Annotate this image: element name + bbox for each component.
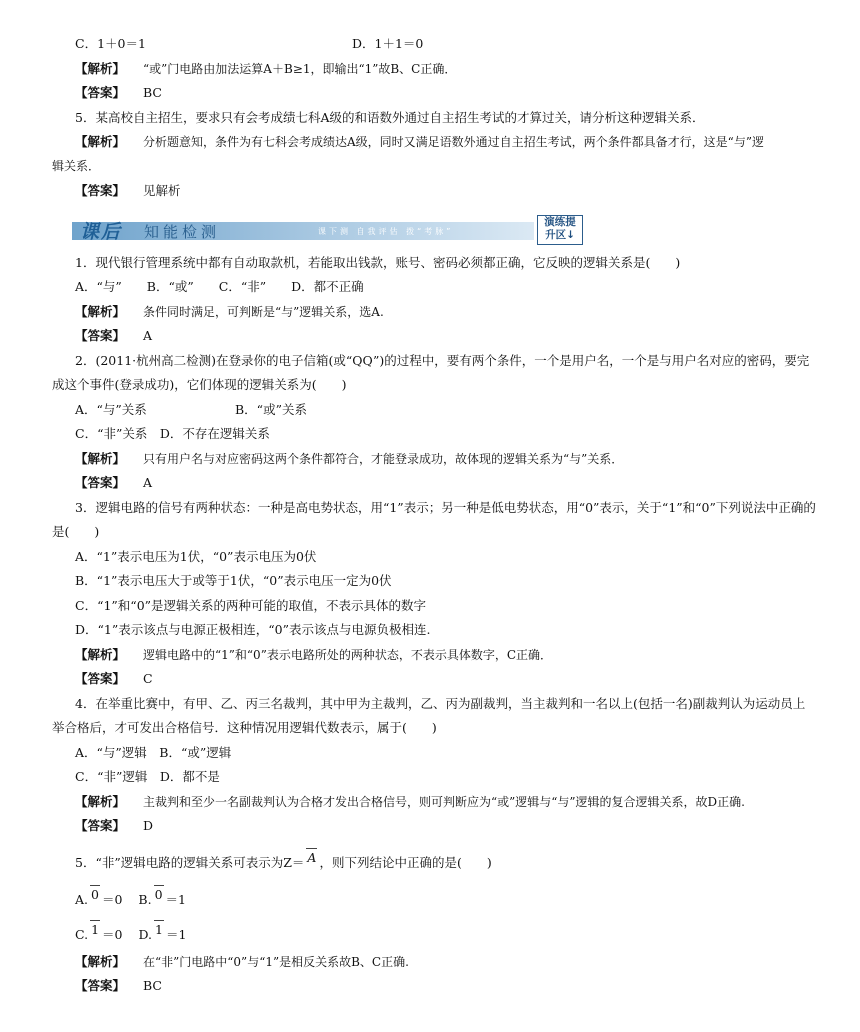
option-b-digit: 0 <box>152 887 166 903</box>
analysis-text: 在“非”门电路中“0”与“1”是相反关系故B、C正确. <box>143 955 409 969</box>
option-a: A．“与”关系 <box>75 402 147 417</box>
answer-row <box>75 475 152 491</box>
answer-row <box>75 978 162 994</box>
answer-row <box>75 183 181 199</box>
q4-options-row <box>75 36 424 52</box>
analysis-label: 【解析】 <box>75 451 126 466</box>
analysis-row <box>75 451 623 467</box>
section-banner <box>72 214 584 246</box>
answer-label: 【答案】 <box>75 978 126 993</box>
option-b: B．“或”关系 <box>235 402 307 417</box>
analysis-text: 主裁判和至少一名副裁判认为合格才发出合格信号，则可判断应为“或”逻辑与“与”逻辑的复合逻辑关系，故D正确. <box>143 795 745 809</box>
options-row: C. 1 ＝0 D. 1 ＝1 <box>75 922 187 942</box>
question-stem-continuation: 成这个事件(登录成功)，它们体现的逻辑关系为( ) <box>52 377 347 392</box>
analysis-label: 【解析】 <box>75 134 126 149</box>
negated-variable: A <box>304 850 319 866</box>
option-d: D．“1”表示该点与电源正极相连，“0”表示该点与电源负极相连. <box>75 622 431 637</box>
analysis-row <box>75 304 384 320</box>
answer-label: 【答案】 <box>75 328 126 343</box>
question-stem: 3．逻辑电路的信号有两种状态：一种是高电势状态，用“1”表示；另一种是低电势状态，用“0”表示，关于“1”和“0”下列说法中正确的 <box>75 500 816 515</box>
analysis-row <box>75 794 745 810</box>
answer-label: 【答案】 <box>75 475 126 490</box>
option-a-label: A. <box>75 892 89 907</box>
analysis-continuation: 辑关系． <box>52 159 101 173</box>
analysis-label: 【解析】 <box>75 61 126 76</box>
answer-text: 见解析 <box>143 183 181 198</box>
banner-strip <box>72 222 534 240</box>
option-d: D．1＋1＝0 <box>352 36 424 51</box>
analysis-text: 逻辑电路中的“1”和“0”表示电路所处的两种状态，不表示具体数字，C正确． <box>143 648 553 662</box>
option-a: A．“1”表示电压为1伏，“0”表示电压为0伏 <box>75 549 317 564</box>
answer-text: C <box>143 671 153 686</box>
answer-text: D <box>143 818 154 833</box>
options-row: A．“与” B．“或” C．“非” D．都不正确 <box>75 279 364 294</box>
analysis-label: 【解析】 <box>75 954 126 969</box>
answer-label: 【答案】 <box>75 818 126 833</box>
banner-box: 演练提 升区↓ <box>537 215 583 245</box>
analysis-label: 【解析】 <box>75 647 126 662</box>
answer-row <box>75 818 153 834</box>
question-stem: 4．在举重比赛中，有甲、乙、丙三名裁判，其中甲为主裁判，乙、丙为副裁判，当主裁判和一名以上(包括一名)副裁判认为运动员上 <box>75 696 806 711</box>
options-row: A. 0 ＝0 B. 0 ＝1 <box>75 887 186 907</box>
option-c-label: C. <box>75 927 89 942</box>
answer-text: A <box>143 328 153 343</box>
answer-row <box>75 328 152 344</box>
answer-label: 【答案】 <box>75 85 126 100</box>
analysis-label: 【解析】 <box>75 794 126 809</box>
analysis-text: 条件同时满足，可判断是“与”逻辑关系，选A. <box>143 305 384 319</box>
question-stem: 5．“非”逻辑电路的逻辑关系可表示为Z＝ A ，则下列结论中正确的是( ) <box>75 850 492 870</box>
options-row: A．“与”逻辑 B．“或”逻辑 <box>75 745 232 760</box>
answer-row <box>75 85 162 101</box>
option-b-label: B. <box>138 892 152 907</box>
option-c-digit: 1 <box>88 922 102 938</box>
analysis-row <box>75 134 764 150</box>
analysis-text: 分析题意知，条件为有七科会考成绩达A级，同时又满足语数外通过自主招生考试，两个条件都具备才行，这是“与”逻 <box>143 135 764 149</box>
question-stem: 2．(2011·杭州高二检测)在登录你的电子信箱(或“QQ”)的过程中，要有两个条件，一个是用户名，一个是与用户名对应的密码，要完 <box>75 353 810 368</box>
question-stem-continuation: 是( ) <box>52 524 100 539</box>
option-b: B．“1”表示电压大于或等于1伏，“0”表示电压一定为0伏 <box>75 573 392 588</box>
option-d-digit: 1 <box>152 922 166 938</box>
option-c: C．1＋0＝1 <box>75 36 146 51</box>
answer-row <box>75 671 153 687</box>
option-d-label: D. <box>138 927 153 942</box>
analysis-text: “或”门电路由加法运算A＋B≥1，即输出“1”故B、C正确． <box>143 62 457 76</box>
answer-label: 【答案】 <box>75 183 126 198</box>
question-stem: 1．现代银行管理系统中都有自动取款机，若能取出钱款，账号、密码必须都正确，它反映的逻辑关系是( ) <box>75 255 681 270</box>
question-stem-continuation: 举合格后，才可发出合格信号．这种情况用逻辑代数表示，属于( ) <box>52 720 437 735</box>
option-a-digit: 0 <box>88 887 102 903</box>
options-row: C．“非”逻辑 D．都不是 <box>75 769 220 784</box>
options-row: C．“非”关系 D．不存在逻辑关系 <box>75 426 270 441</box>
answer-text: A <box>143 475 153 490</box>
analysis-label: 【解析】 <box>75 304 126 319</box>
answer-text: BC <box>143 85 162 100</box>
answer-label: 【答案】 <box>75 671 126 686</box>
banner-title-b: 知能检测 <box>144 223 221 241</box>
question-stem: 5．某高校自主招生，要求只有会考成绩七科A级的和语数外通过自主招生考试的才算过关，请分析这种逻辑关系． <box>75 110 705 125</box>
analysis-row <box>75 647 552 663</box>
option-c: C．“1”和“0”是逻辑关系的两种可能的取值，不表示具体的数字 <box>75 598 427 613</box>
analysis-row <box>75 61 456 77</box>
answer-text: BC <box>143 978 162 993</box>
analysis-row <box>75 954 409 970</box>
analysis-text: 只有用户名与对应密码这两个条件都符合，才能登录成功，故体现的逻辑关系为“与”关系． <box>143 452 624 466</box>
options-row <box>75 402 307 418</box>
banner-slogan: 课下测 自我评估 拨“考脉” <box>318 227 454 236</box>
banner-title-a: 课后 <box>80 221 123 243</box>
